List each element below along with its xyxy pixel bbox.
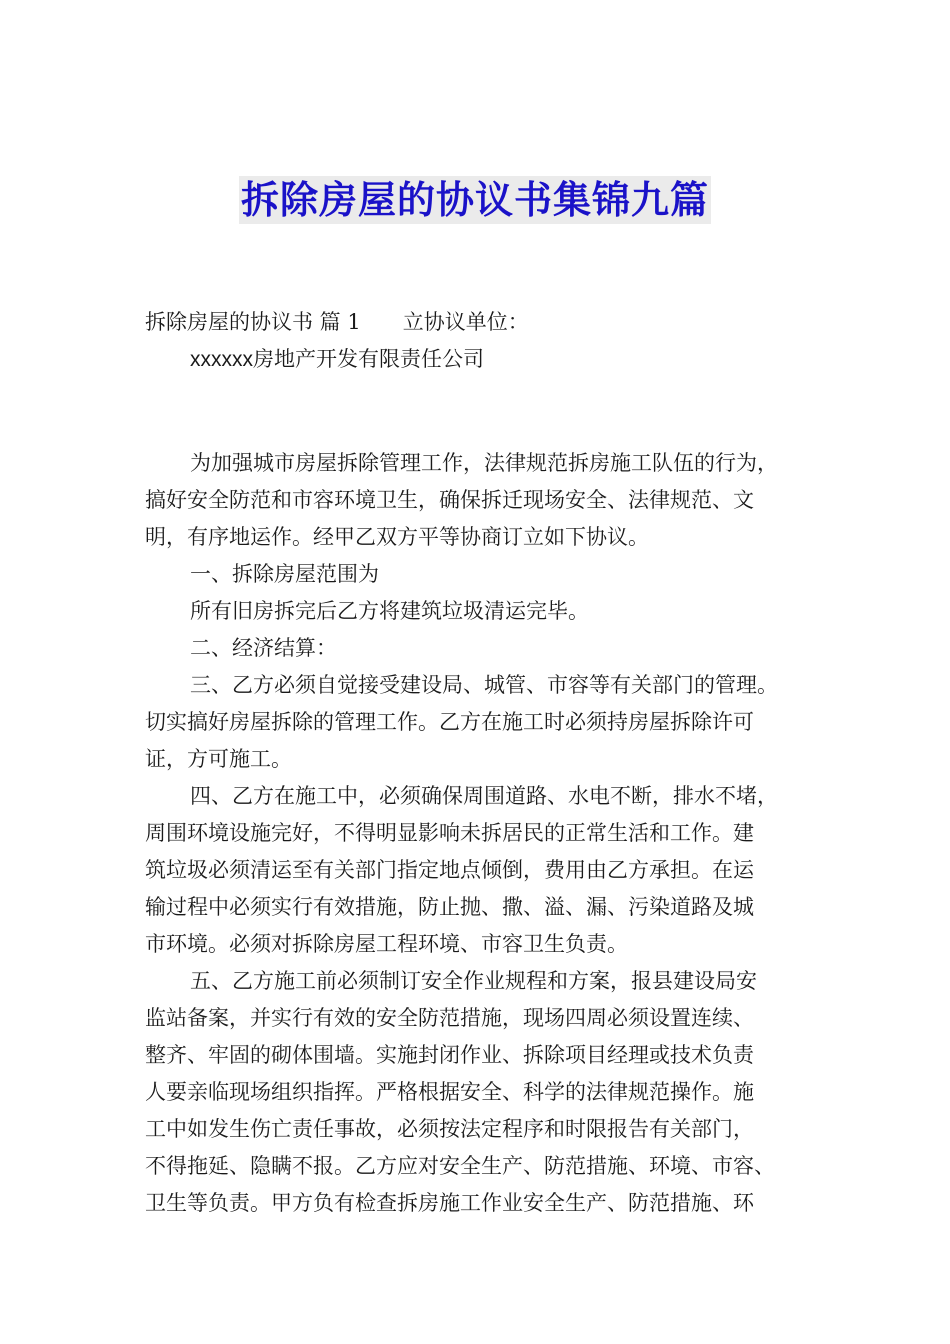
paragraph-line: 整齐、牢固的砌体围墙。实施封闭作业、拆除项目经理或技术负责 xyxy=(145,1043,754,1067)
paragraph-line: 人要亲临现场组织指挥。严格根据安全、科学的法律规范操作。施 xyxy=(145,1080,754,1104)
paragraph-line: 周围环境设施完好，不得明显影响未拆居民的正常生活和工作。建 xyxy=(145,821,754,845)
document-body xyxy=(145,304,810,1222)
section-heading: 拆除房屋的协议书 篇 1 xyxy=(145,310,361,334)
paragraph-line: 所有旧房拆完后乙方将建筑垃圾清运完毕。 xyxy=(190,599,589,623)
paragraph-line: 五、乙方施工前必须制订安全作业规程和方案，报县建设局安 xyxy=(190,969,757,993)
paragraph-line: 为加强城市房屋拆除管理工作，法律规范拆房施工队伍的行为， xyxy=(190,451,778,475)
clause-heading: 一、拆除房屋范围为 xyxy=(190,562,379,586)
paragraph-line: 筑垃圾必须清运至有关部门指定地点倾倒，费用由乙方承担。在运 xyxy=(145,858,754,882)
paragraph-line: 三、乙方必须自觉接受建设局、城管、市容等有关部门的管理。 xyxy=(190,673,778,697)
party-name: xxxxxx房地产开发有限责任公司 xyxy=(190,348,484,371)
paragraph-line: 搞好安全防范和市容环境卫生，确保拆迁现场安全、法律规范、文 xyxy=(145,488,754,512)
paragraph-line: 切实搞好房屋拆除的管理工作。乙方在施工时必须持房屋拆除许可 xyxy=(145,710,754,734)
heading-line xyxy=(145,304,810,341)
paragraph-line: 工中如发生伤亡责任事故，必须按法定程序和时限报告有关部门， xyxy=(145,1117,754,1141)
title-container xyxy=(0,176,950,224)
paragraph-line: 明，有序地运作。经甲乙双方平等协商订立如下协议。 xyxy=(145,525,649,549)
paragraph-line: 不得拖延、隐瞒不报。乙方应对安全生产、防范措施、环境、市容、 xyxy=(145,1154,775,1178)
clause-heading: 二、经济结算： xyxy=(190,636,337,660)
paragraph-line: 四、乙方在施工中，必须确保周围道路、水电不断，排水不堵， xyxy=(190,784,778,808)
paragraph-line: 输过程中必须实行有效措施，防止抛、撒、溢、漏、污染道路及城 xyxy=(145,895,754,919)
paragraph-line: 证，方可施工。 xyxy=(145,747,292,771)
party-label: 立协议单位： xyxy=(402,310,529,334)
document-title: 拆除房屋的协议书集锦九篇 xyxy=(240,178,709,222)
paragraph-line: 卫生等负责。甲方负有检查拆房施工作业安全生产、防范措施、环 xyxy=(145,1191,754,1215)
paragraph-line: 市环境。必须对拆除房屋工程环境、市容卫生负责。 xyxy=(145,932,628,956)
paragraph-line: 监站备案，并实行有效的安全防范措施，现场四周必须设置连续、 xyxy=(145,1006,754,1030)
